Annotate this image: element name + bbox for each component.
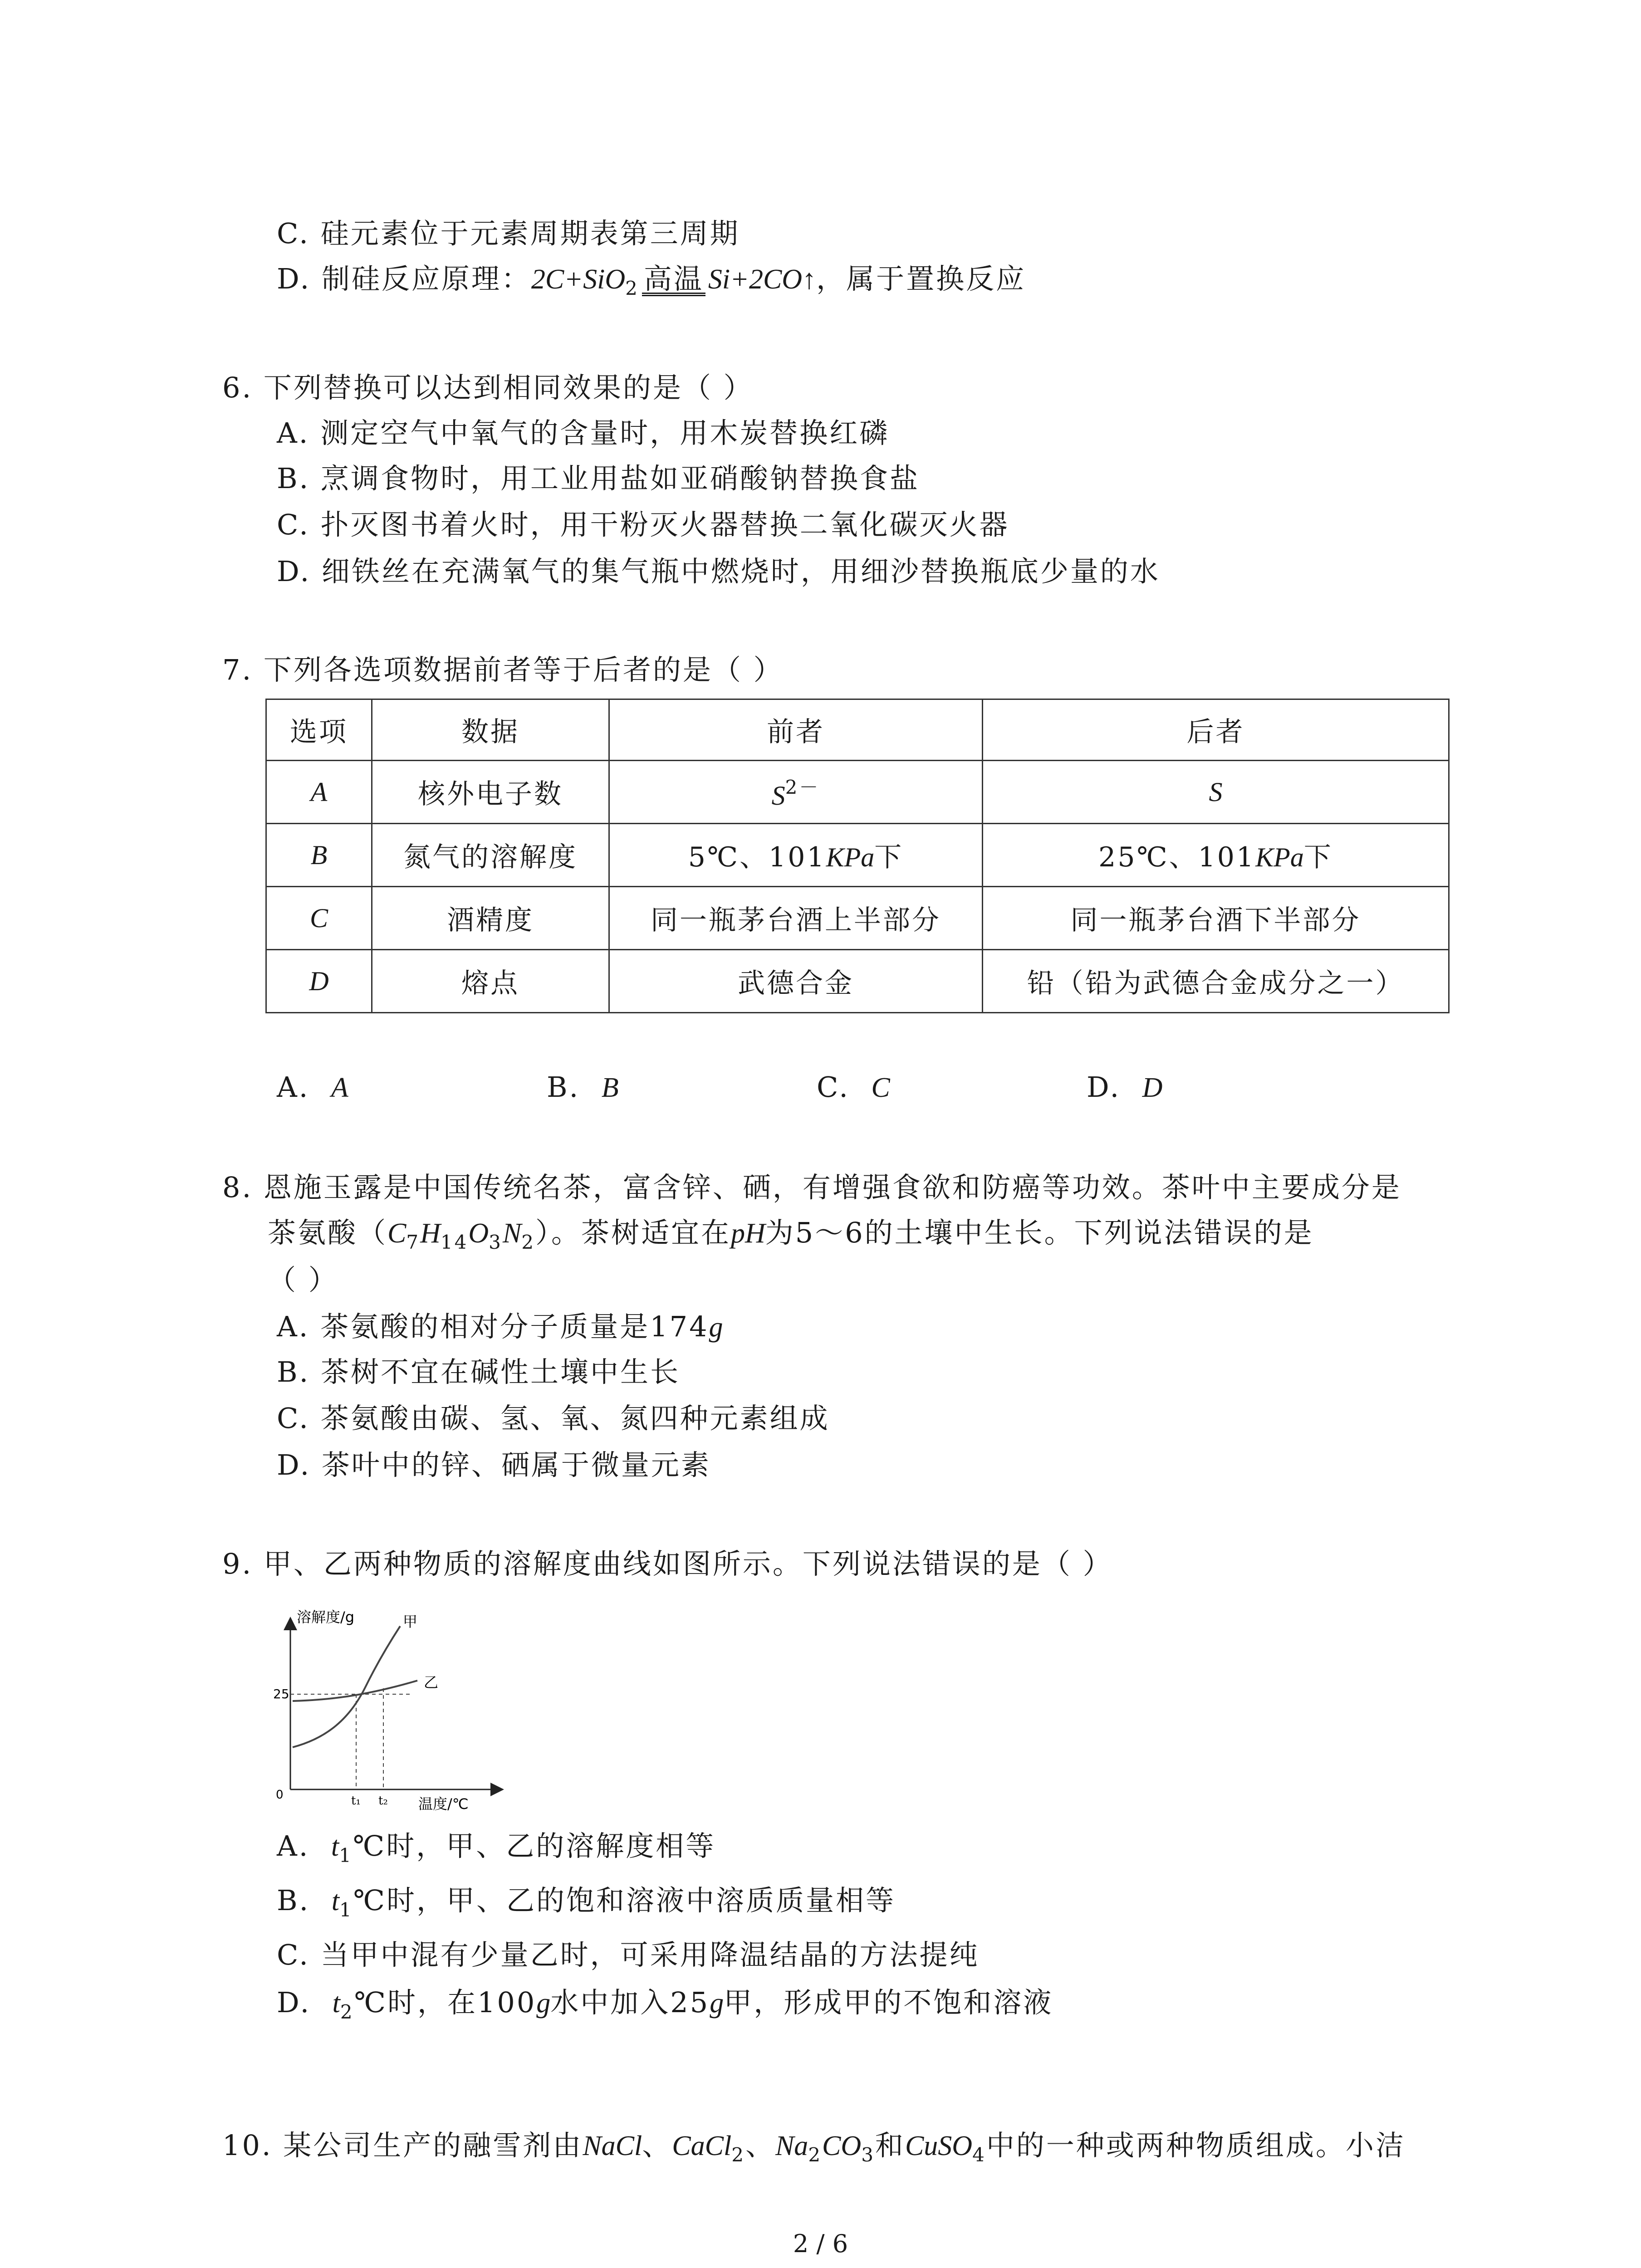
table-cell: 同一瓶茅台酒上半部分 xyxy=(609,887,983,950)
x-tick-label: t₂ xyxy=(378,1794,388,1808)
q9-stem: 9. 甲、乙两种物质的溶解度曲线如图所示。下列说法错误的是（ ） xyxy=(222,1547,1113,1580)
q7-stem: 7. 下列各选项数据前者等于后者的是（ ） xyxy=(222,653,784,686)
x-axis-label: 温度/℃ xyxy=(418,1795,469,1813)
table-cell: 酒精度 xyxy=(372,887,609,950)
x-tick-label: t₁ xyxy=(351,1794,361,1808)
curve-label-jia: 甲 xyxy=(403,1613,418,1630)
q5-option-c: C. 硅元素位于元素周期表第三周期 xyxy=(277,217,740,250)
q10-stem: 10. 某公司生产的融雪剂由NaCl、CaCl$_2$、$Na_2CO_3$和CuSO$_4$中的一种或两种物质组成。小洁 xyxy=(222,2129,1406,2166)
page-number: 2 / 6 xyxy=(793,2229,848,2258)
curve-label-yi: 乙 xyxy=(424,1674,439,1691)
table-row xyxy=(266,761,1449,824)
q9-option-a: A. $t_1℃$时，甲、乙的溶解度相等 xyxy=(277,1829,716,1867)
q7-table xyxy=(265,699,1450,1013)
table-cell: S xyxy=(983,761,1449,824)
q7-answer-d: D. D xyxy=(1087,1070,1163,1104)
table-header: 数据 xyxy=(372,699,609,761)
table-cell: 同一瓶茅台酒下半部分 xyxy=(983,887,1449,950)
q8-option-b: B. 茶树不宜在碱性土壤中生长 xyxy=(277,1355,680,1388)
q6-stem: 6. 下列替换可以达到相同效果的是（ ） xyxy=(222,371,754,404)
q7-answer-b: B. B xyxy=(547,1070,619,1104)
table-cell: D xyxy=(266,950,372,1013)
q9-option-c: C. 当甲中混有少量乙时，可采用降温结晶的方法提纯 xyxy=(277,1938,980,1971)
curve-yi xyxy=(293,1681,417,1701)
table-header: 前者 xyxy=(609,699,983,761)
q9-option-d: D. $t_2℃$时，在100g水中加入25g甲，形成甲的不饱和溶液 xyxy=(277,1986,1053,2023)
reaction-condition: 高温 xyxy=(642,265,705,296)
curve-jia xyxy=(293,1626,400,1747)
q6-option-d: D. 细铁丝在充满氧气的集气瓶中燃烧时，用细沙替换瓶底少量的水 xyxy=(277,555,1160,588)
table-row xyxy=(266,887,1449,950)
table-cell: 25℃、101KPa下 xyxy=(983,824,1449,887)
y-axis-label: 溶解度/g xyxy=(297,1608,355,1626)
table-header-row xyxy=(266,699,1449,761)
y-tick-label: 25 xyxy=(273,1686,289,1701)
table-cell: 氮气的溶解度 xyxy=(372,824,609,887)
q5-option-d: D. 制硅反应原理：2C+SiO$_2$ 高温 Si+2CO↑，属于置换反应 xyxy=(277,262,1026,299)
q7-answer-a: A. A xyxy=(277,1070,348,1104)
q6-option-a: A. 测定空气中氧气的含量时，用木炭替换红磷 xyxy=(277,416,890,450)
table-cell: $S^{2-}$ xyxy=(609,761,983,824)
q6-option-b: B. 烹调食物时，用工业用盐如亚硝酸钠替换食盐 xyxy=(277,462,920,495)
q8-option-d: D. 茶叶中的锌、硒属于微量元素 xyxy=(277,1448,711,1481)
q7-answer-c: C. C xyxy=(817,1070,890,1104)
table-cell: 武德合金 xyxy=(609,950,983,1013)
q8-stem-line1: 8. 恩施玉露是中国传统名茶，富含锌、硒，有增强食欲和防癌等功效。茶叶中主要成分是 xyxy=(222,1171,1401,1204)
table-cell: 5℃、101KPa下 xyxy=(609,824,983,887)
table-header: 选项 xyxy=(266,699,372,761)
solubility-curve-figure xyxy=(272,1606,526,1814)
table-cell: 核外电子数 xyxy=(372,761,609,824)
q9-option-b: B. $t_1℃$时，甲、乙的饱和溶液中溶质质量相等 xyxy=(277,1884,896,1921)
q8-stem-line3: （ ） xyxy=(268,1263,338,1296)
table-cell: 铅（铅为武德合金成分之一） xyxy=(983,950,1449,1013)
origin-label: 0 xyxy=(276,1788,284,1802)
q8-option-a: A. 茶氨酸的相对分子质量是174g xyxy=(277,1310,723,1343)
table-cell: 熔点 xyxy=(372,950,609,1013)
q8-stem-line2: 茶氨酸$(C_7H_{14}O_3N_2)$。茶树适宜在pH为5～6的土壤中生长。下列说法错误的是 xyxy=(268,1216,1314,1253)
table-cell: A xyxy=(266,761,372,824)
table-cell: C xyxy=(266,887,372,950)
q8-option-c: C. 茶氨酸由碳、氢、氧、氮四种元素组成 xyxy=(277,1402,830,1435)
table-row xyxy=(266,824,1449,887)
table-cell: B xyxy=(266,824,372,887)
q6-option-c: C. 扑灭图书着火时，用干粉灭火器替换二氧化碳灭火器 xyxy=(277,508,1009,541)
table-header: 后者 xyxy=(983,699,1449,761)
table-row xyxy=(266,950,1449,1013)
